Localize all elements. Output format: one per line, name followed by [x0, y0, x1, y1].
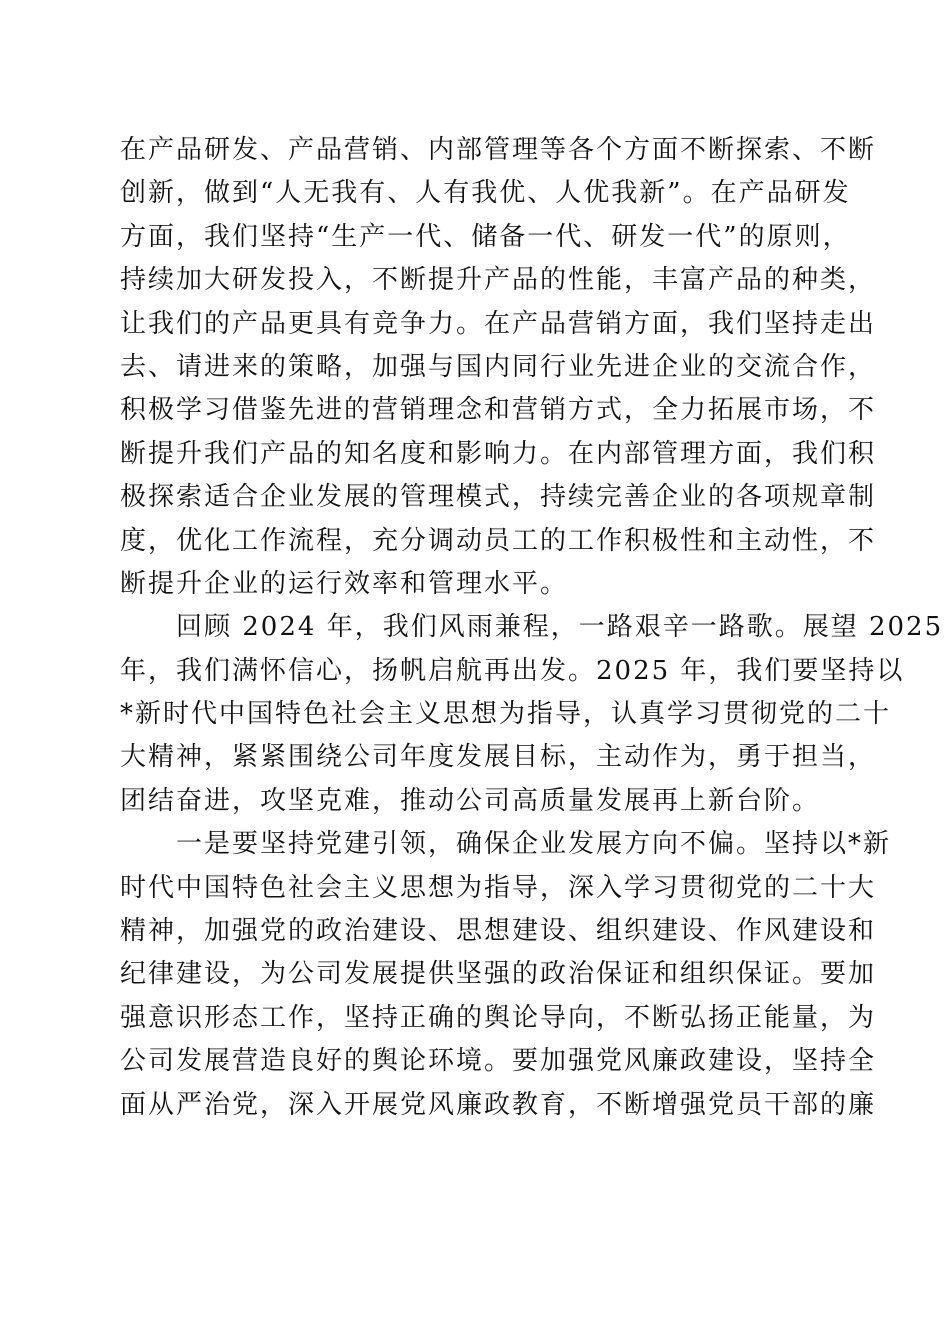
text-line: 断提升企业的运行效率和管理水平。: [120, 568, 569, 599]
text-line-first: 回顾 2024 年，我们风雨兼程，一路艰辛一路歌。展望 2025: [176, 612, 944, 643]
text-line: 纪律建设，为公司发展提供坚强的政治保证和组织保证。要加: [120, 959, 877, 990]
text-line: 大精神，紧紧围绕公司年度发展目标，主动作为，勇于担当，: [120, 742, 877, 773]
text-line: 持续加大研发投入，不断提升产品的性能，丰富产品的种类，: [120, 265, 877, 296]
text-line: 去、请进来的策略，加强与国内同行业先进企业的交流合作，: [120, 351, 877, 382]
text-line-first: 一是要坚持党建引领，确保企业发展方向不偏。坚持以*新: [176, 829, 892, 860]
text-line: 时代中国特色社会主义思想为指导，深入学习贯彻党的二十大: [120, 872, 877, 903]
text-line: 精神，加强党的政治建设、思想建设、组织建设、作风建设和: [120, 916, 877, 947]
text-line: 强意识形态工作，坚持正确的舆论导向，不断弘扬正能量，为: [120, 1002, 877, 1033]
body-text: [120, 129, 944, 1127]
text-line: 断提升我们产品的知名度和影响力。在内部管理方面，我们积: [120, 438, 877, 469]
text-line: 面从严治党，深入开展党风廉政教育，不断增强党员干部的廉: [120, 1089, 877, 1120]
paragraph-2: [120, 606, 944, 823]
text-line: 在产品研发、产品营销、内部管理等各个方面不断探索、不断: [120, 135, 877, 165]
text-line: 度，优化工作流程，充分调动员工的工作积极性和主动性，不: [120, 525, 877, 556]
paragraph-3: [120, 823, 892, 1127]
text-line: *新时代中国特色社会主义思想为指导，认真学习贯彻党的二十: [120, 699, 892, 730]
text-line: 让我们的产品更具有竞争力。在产品营销方面，我们坚持走出: [120, 308, 877, 339]
text-line: 团结奋进，攻坚克难，推动公司高质量发展再上新台阶。: [120, 785, 821, 816]
text-line: 创新，做到“人无我有、人有我优、人优我新”。在产品研发: [120, 178, 851, 209]
text-line: 积极学习借鉴先进的营销理念和营销方式，全力拓展市场，不: [120, 395, 877, 426]
text-line: 极探索适合企业发展的管理模式，持续完善企业的各项规章制: [120, 482, 877, 513]
paragraph-1: [120, 129, 877, 606]
text-line: 年，我们满怀信心，扬帆启航再出发。2025 年，我们要坚持以: [120, 655, 905, 686]
text-line: 方面，我们坚持“生产一代、储备一代、研发一代”的原则，: [120, 221, 851, 252]
text-line: 公司发展营造良好的舆论环境。要加强党风廉政建设，坚持全: [120, 1046, 877, 1077]
